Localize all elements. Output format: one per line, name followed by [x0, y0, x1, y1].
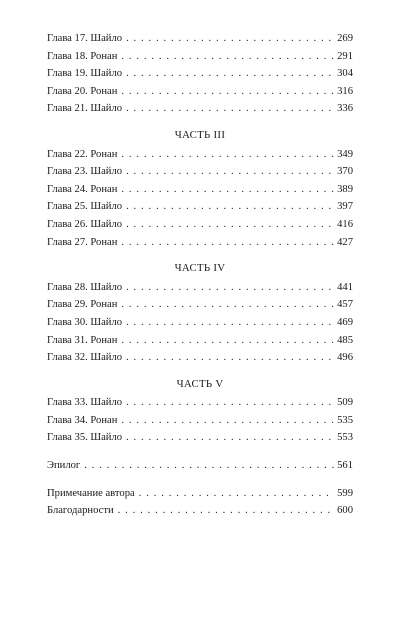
toc-entry[interactable] [47, 68, 353, 86]
toc-entry-label: Глава 21. Шайло [47, 103, 123, 115]
dot-leader [84, 460, 334, 471]
toc-entry-label: Глава 29. Ронан [47, 299, 118, 311]
toc-entry-page: 600 [337, 505, 353, 517]
toc-entry-label: Глава 34. Ронан [47, 414, 118, 426]
toc-entry-page: 416 [337, 218, 353, 230]
toc-entry[interactable] [47, 488, 353, 506]
dot-leader [139, 488, 334, 499]
toc-entry-page: 304 [337, 68, 353, 80]
toc-entry-page: 457 [337, 299, 353, 311]
toc-entry[interactable] [47, 460, 353, 478]
toc-group-part5 [47, 397, 353, 450]
toc-entry-page: 316 [337, 85, 353, 97]
toc-entry-label: Глава 25. Шайло [47, 201, 123, 213]
dot-leader [121, 86, 334, 97]
section-gap [47, 450, 353, 460]
toc-entry[interactable] [47, 282, 353, 300]
toc-entry[interactable] [47, 103, 353, 121]
toc-entry-page: 485 [337, 334, 353, 346]
toc-entry[interactable] [47, 237, 353, 255]
toc-entry-label: Благодарности [47, 505, 114, 517]
dot-leader [126, 103, 334, 114]
toc-entry[interactable] [47, 317, 353, 335]
toc-entry[interactable] [47, 219, 353, 237]
toc-entry-label: Глава 22. Ронан [47, 148, 118, 160]
dot-leader [118, 505, 334, 516]
toc-entry-page: 427 [337, 236, 353, 248]
toc-entry-page: 336 [337, 103, 353, 115]
dot-leader [121, 299, 334, 310]
toc-group-part2-end [47, 33, 353, 121]
section-gap [47, 478, 353, 488]
toc-group-backmatter [47, 488, 353, 523]
toc-entry-label: Глава 26. Шайло [47, 218, 123, 230]
toc-entry-page: 535 [337, 414, 353, 426]
toc-entry[interactable] [47, 51, 353, 69]
part-heading: ЧАСТЬ IV [174, 262, 226, 275]
dot-leader [126, 397, 334, 408]
toc-entry[interactable] [47, 505, 353, 523]
toc-entry[interactable] [47, 166, 353, 184]
dot-leader [126, 33, 334, 44]
toc-entry[interactable] [47, 335, 353, 353]
toc-entry[interactable] [47, 432, 353, 450]
toc-entry[interactable] [47, 149, 353, 167]
toc-entry-label: Глава 19. Шайло [47, 68, 123, 80]
dot-leader [121, 149, 334, 160]
toc-entry[interactable] [47, 201, 353, 219]
dot-leader [126, 68, 334, 79]
toc-entry[interactable] [47, 86, 353, 104]
dot-leader [121, 184, 334, 195]
toc-entry-page: 269 [337, 33, 353, 44]
dot-leader [126, 282, 334, 293]
toc-entry-label: Глава 30. Шайло [47, 316, 123, 328]
dot-leader [126, 317, 334, 328]
toc-entry-label: Глава 33. Шайло [47, 397, 123, 409]
toc-entry-page: 561 [337, 460, 353, 472]
toc-entry-label: Глава 28. Шайло [47, 281, 123, 293]
toc-entry-label: Глава 23. Шайло [47, 166, 123, 178]
toc-entry-page: 553 [337, 432, 353, 444]
dot-leader [126, 352, 334, 363]
toc-entry-label: Глава 31. Ронан [47, 334, 118, 346]
toc-entry[interactable] [47, 33, 353, 51]
toc-group-part4 [47, 282, 353, 370]
toc-entry-page: 370 [337, 166, 353, 178]
toc-entry-page: 599 [337, 487, 353, 499]
toc-entry-label: Глава 18. Ронан [47, 50, 118, 62]
toc-entry[interactable] [47, 397, 353, 415]
dot-leader [126, 166, 334, 177]
toc-group-part3 [47, 149, 353, 255]
toc-entry-page: 509 [337, 397, 353, 409]
toc-entry-label: Глава 24. Ронан [47, 183, 118, 195]
dot-leader [126, 432, 334, 443]
dot-leader [121, 51, 334, 62]
toc-entry-label: Глава 27. Ронан [47, 236, 118, 248]
dot-leader [121, 335, 334, 346]
toc-entry-page: 496 [337, 352, 353, 364]
toc-entry-label: Примечание автора [47, 487, 135, 499]
toc-entry-label: Глава 20. Ронан [47, 85, 118, 97]
toc-entry-page: 291 [337, 50, 353, 62]
toc-entry-page: 469 [337, 316, 353, 328]
toc-entry[interactable] [47, 299, 353, 317]
part-heading: ЧАСТЬ V [176, 377, 224, 390]
toc-entry-page: 441 [337, 281, 353, 293]
toc-entry-page: 397 [337, 201, 353, 213]
toc-entry[interactable] [47, 352, 353, 370]
toc-entry-label: Эпилог [47, 460, 81, 472]
toc-group-epilogue [47, 460, 353, 478]
toc-entry-page: 389 [337, 183, 353, 195]
toc-entry-label: Глава 17. Шайло [47, 33, 123, 44]
toc-entry-label: Глава 32. Шайло [47, 352, 123, 364]
toc-entry-page: 349 [337, 148, 353, 160]
toc-entry-label: Глава 35. Шайло [47, 432, 123, 444]
dot-leader [121, 415, 334, 426]
dot-leader [126, 201, 334, 212]
part-heading: ЧАСТЬ III [174, 128, 226, 141]
toc-entry[interactable] [47, 415, 353, 433]
dot-leader [126, 219, 334, 230]
toc-entry[interactable] [47, 184, 353, 202]
dot-leader [121, 237, 334, 248]
